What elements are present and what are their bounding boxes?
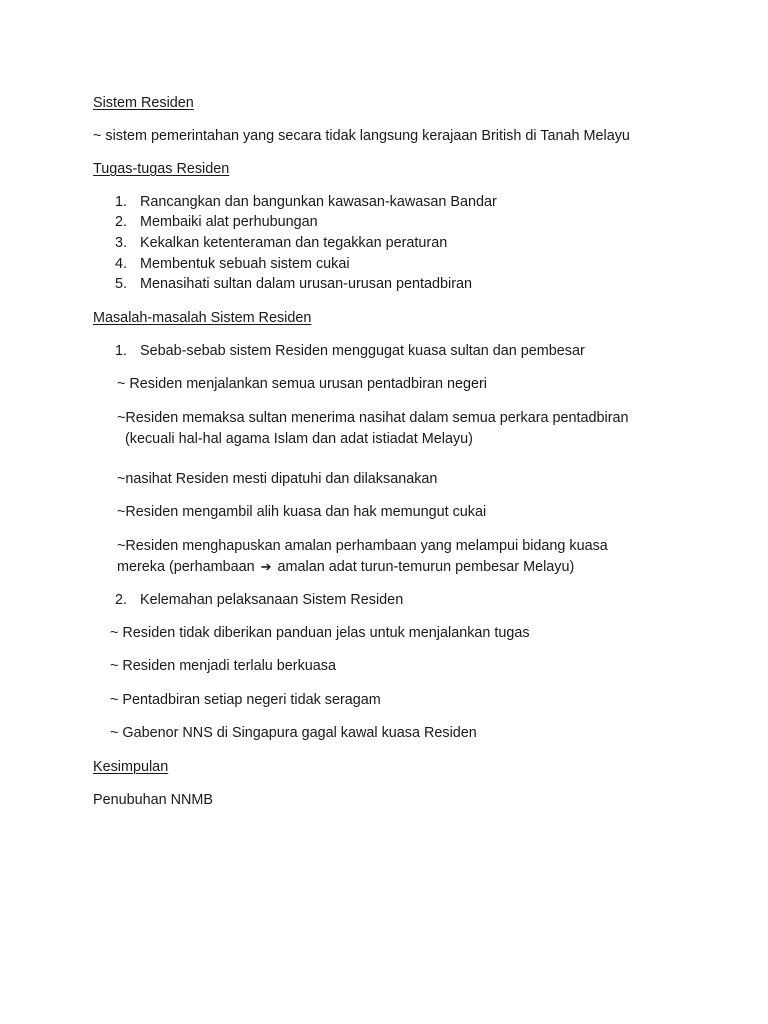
masalah1-point: ~Residen mengambil alih kuasa dan hak memungut cukai — [117, 504, 487, 520]
list-item: Kekalkan ketenteraman dan tegakkan peraturan — [140, 235, 448, 251]
list-item: Rancangkan dan bangunkan kawasan-kawasan Bandar — [140, 194, 497, 210]
masalah-heading: Masalah-masalah Sistem Residen — [93, 310, 312, 326]
masalah1-point: ~Residen menghapuskan amalan perhambaan yang melampui bidang kuasa — [117, 538, 608, 554]
masalah2-title: Kelemahan pelaksanaan Sistem Residen — [140, 592, 404, 608]
list-item: Membaiki alat perhubungan — [140, 214, 318, 230]
kesimpulan-text: Penubuhan NNMB — [93, 792, 213, 808]
masalah1-point: ~nasihat Residen mesti dipatuhi dan dilaksanakan — [117, 471, 438, 487]
masalah1-point: ~ Residen menjalankan semua urusan pentadbiran negeri — [117, 376, 488, 392]
list-number: 1. — [115, 343, 128, 359]
right-arrow-icon: ➔ — [260, 559, 272, 574]
masalah2-point: ~ Residen tidak diberikan panduan jelas untuk menjalankan tugas — [110, 625, 530, 641]
tugas-heading: Tugas-tugas Residen — [93, 161, 230, 177]
list-number: 2. — [115, 592, 128, 608]
masalah1-point-with-arrow — [117, 558, 574, 576]
masalah1-title: Sebab-sebab sistem Residen menggugat kuasa sultan dan pembesar — [140, 343, 585, 359]
masalah1-point-part: mereka (perhambaan — [117, 559, 255, 575]
list-item: Membentuk sebuah sistem cukai — [140, 256, 350, 272]
page-title: Sistem Residen — [93, 95, 194, 111]
list-item: Menasihati sultan dalam urusan-urusan pentadbiran — [140, 276, 472, 292]
masalah1-point-part: amalan adat turun-temurun pembesar Melayu) — [277, 559, 575, 575]
masalah2-point: ~ Residen menjadi terlalu berkuasa — [110, 658, 336, 674]
definition-text: ~ sistem pemerintahan yang secara tidak langsung kerajaan British di Tanah Melayu — [93, 128, 630, 144]
masalah2-point: ~ Pentadbiran setiap negeri tidak seragam — [110, 692, 381, 708]
list-number: 2. — [115, 214, 128, 230]
masalah1-point: ~Residen memaksa sultan menerima nasihat dalam semua perkara pentadbiran — [117, 410, 629, 426]
masalah2-point: ~ Gabenor NNS di Singapura gagal kawal kuasa Residen — [110, 725, 477, 741]
list-number: 4. — [115, 256, 128, 272]
list-number: 5. — [115, 276, 128, 292]
kesimpulan-heading: Kesimpulan — [93, 759, 169, 775]
list-number: 1. — [115, 194, 128, 210]
masalah1-point: (kecuali hal-hal agama Islam dan adat istiadat Melayu) — [125, 431, 473, 447]
list-number: 3. — [115, 235, 128, 251]
